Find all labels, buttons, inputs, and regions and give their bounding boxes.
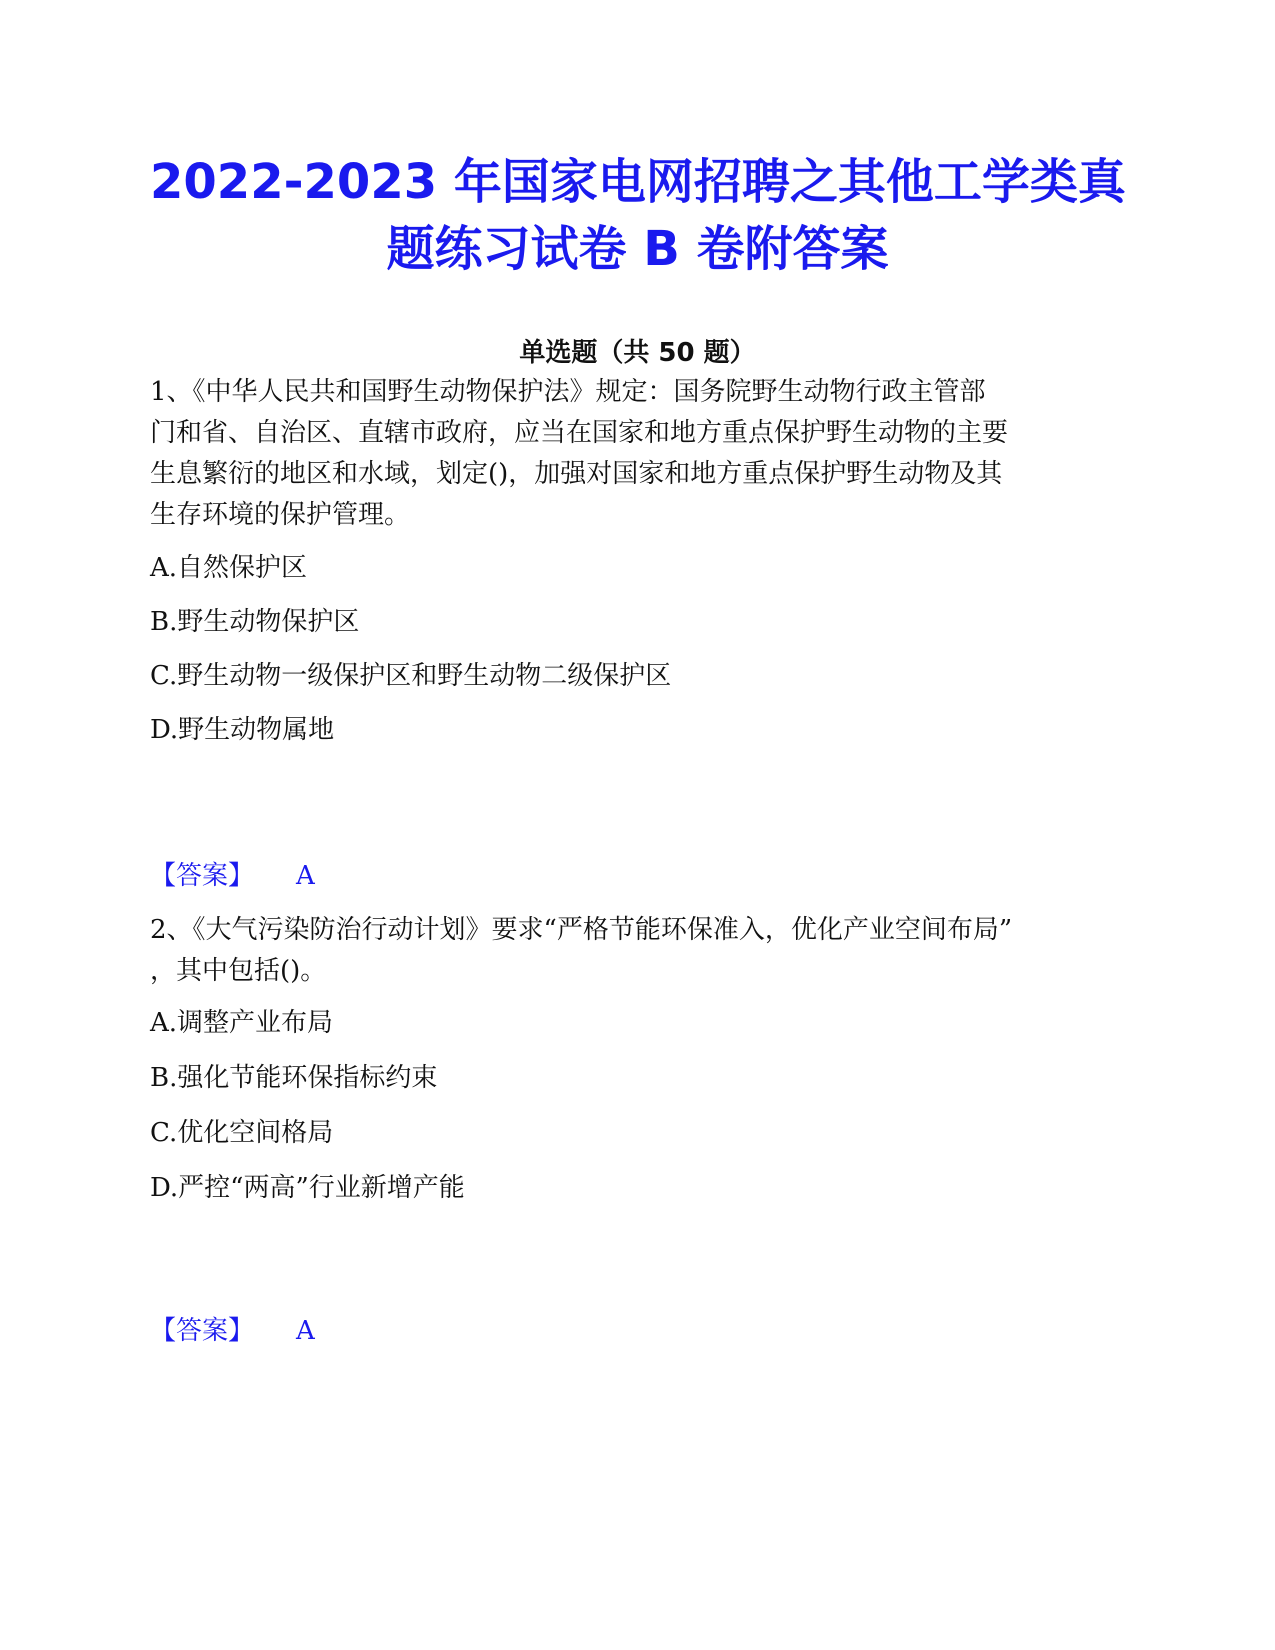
- question-2-option-a: A.调整产业布局: [150, 1008, 334, 1038]
- question-1-line-2: 门和省、自治区、直辖市政府，应当在国家和地方重点保护野生动物的主要: [150, 418, 1009, 448]
- question-2-answer: [150, 1311, 315, 1351]
- document-title-line-2: 题练习试卷 B 卷附答案: [386, 221, 889, 277]
- question-1-option-d: D.野生动物属地: [150, 715, 335, 745]
- question-2-line-1: 2、《大气污染防治行动计划》要求“严格节能环保准入，优化产业空间布局”: [150, 915, 1013, 945]
- question-2-option-c: C.优化空间格局: [150, 1118, 334, 1148]
- question-2-line-2: ，其中包括()。: [150, 956, 327, 986]
- question-1-option-a: A.自然保护区: [150, 553, 308, 583]
- answer-label: 【答案】: [150, 1316, 255, 1346]
- question-2-option-d: D.严控“两高”行业新增产能: [150, 1173, 465, 1203]
- question-1-line-1: 1、《中华人民共和国野生动物保护法》规定：国务院野生动物行政主管部: [150, 377, 986, 407]
- question-1-option-c: C.野生动物一级保护区和野生动物二级保护区: [150, 661, 672, 691]
- section-heading: 单选题（共 50 题）: [519, 338, 756, 368]
- document-title-line-1: 2022-2023 年国家电网招聘之其他工学类真: [150, 154, 1126, 210]
- answer-value: A: [296, 861, 315, 891]
- question-1-line-3: 生息繁衍的地区和水域，划定()，加强对国家和地方重点保护野生动物及其: [150, 459, 1003, 489]
- question-1-line-4: 生存环境的保护管理。: [150, 500, 411, 530]
- answer-value: A: [296, 1316, 315, 1346]
- question-2-option-b: B.强化节能环保指标约束: [150, 1063, 438, 1093]
- question-1-answer: [150, 856, 315, 896]
- question-1-option-b: B.野生动物保护区: [150, 607, 360, 637]
- answer-label: 【答案】: [150, 861, 255, 891]
